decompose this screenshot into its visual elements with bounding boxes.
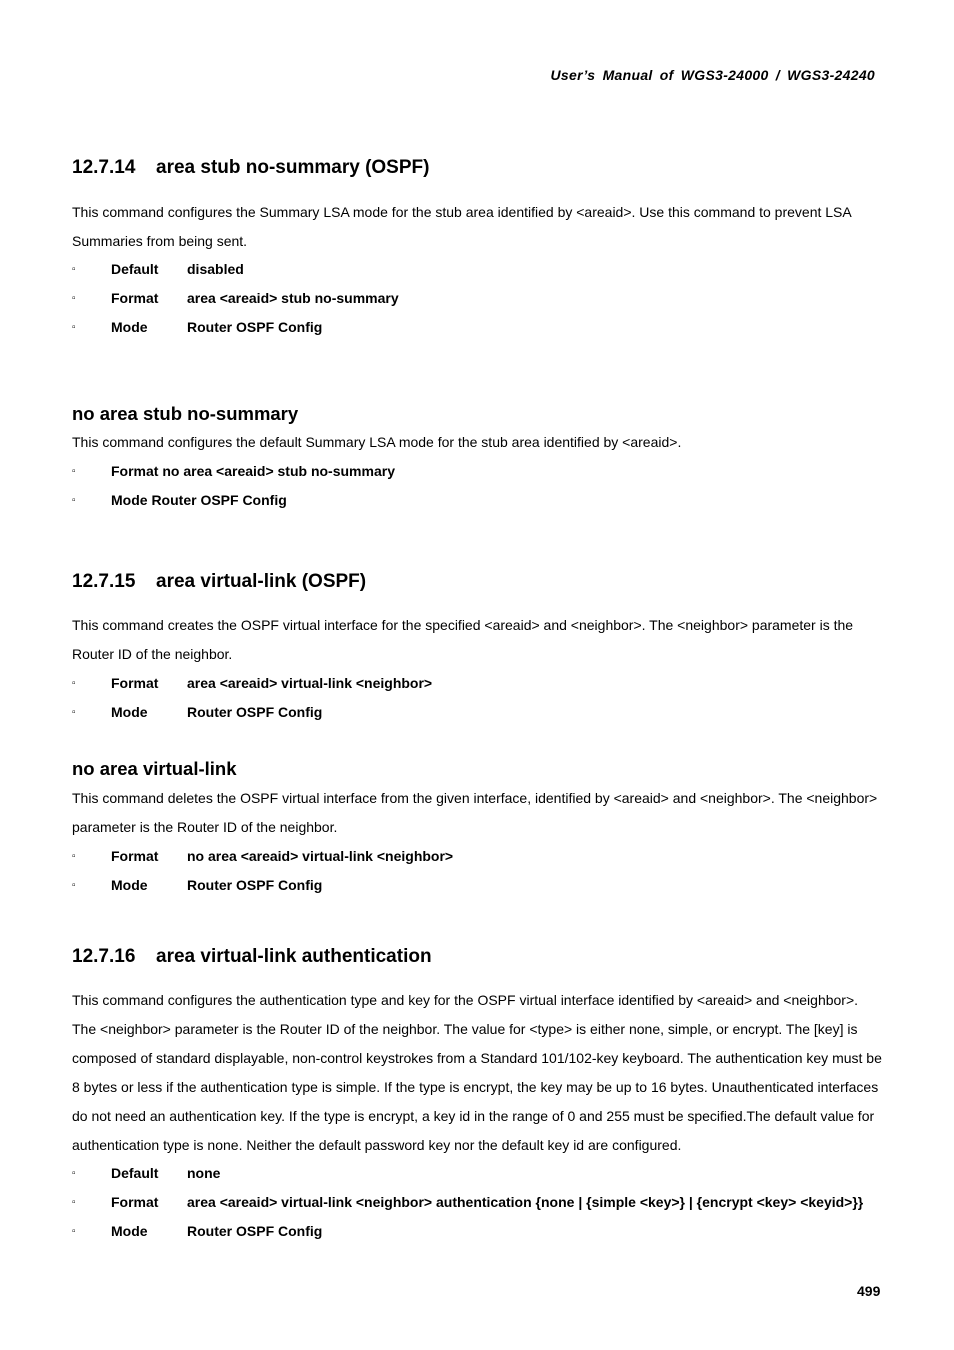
param-value: area <areaid> stub no-summary <box>187 290 399 306</box>
parameter-list <box>72 1159 902 1246</box>
parameter-list <box>72 255 902 342</box>
param-text: Mode Router OSPF Config <box>111 492 287 508</box>
param-label: Mode <box>111 1223 148 1239</box>
param-value: Router OSPF Config <box>187 877 323 893</box>
list-item <box>72 255 902 284</box>
section-description: This command creates the OSPF virtual interface for the specified <areaid> and <neighbor>. The <neighbor> parameter is the Router ID of the neighbor. <box>72 617 854 662</box>
list-item <box>72 1217 902 1246</box>
section-description: This command configures the Summary LSA mode for the stub area identified by <areaid>. Use this command to prevent LSA Summaries from being sent. <box>72 204 851 249</box>
param-label: Default <box>111 261 159 277</box>
section-heading-12-7-14 <box>72 157 429 179</box>
list-item <box>72 669 902 698</box>
bullet-icon: ▫ <box>72 293 76 304</box>
running-header: User’s Manual of WGS3-24000 / WGS3-24240 <box>550 67 875 83</box>
section-number: 12.7.14 <box>72 157 136 178</box>
list-item <box>72 486 902 515</box>
param-value: Router OSPF Config <box>187 704 323 720</box>
param-value: area <areaid> virtual-link <neighbor> <box>187 675 433 691</box>
section-title: area virtual-link authentication <box>156 946 432 967</box>
param-label: Mode <box>111 877 148 893</box>
param-value: Router OSPF Config <box>187 319 323 335</box>
list-item <box>72 842 902 871</box>
section-title: area virtual-link (OSPF) <box>156 571 367 592</box>
list-item <box>72 698 902 727</box>
param-label: Mode <box>111 704 148 720</box>
subheading-no-area-virtual-link: no area virtual-link <box>72 758 237 779</box>
section-number: 12.7.16 <box>72 946 136 967</box>
list-item <box>72 457 902 486</box>
param-value: no area <areaid> virtual-link <neighbor> <box>187 848 454 864</box>
section-number: 12.7.15 <box>72 571 136 592</box>
subsection-description: This command configures the default Summary LSA mode for the stub area identified by <areaid>. <box>72 434 682 450</box>
param-text: Format no area <areaid> stub no-summary <box>111 463 395 479</box>
param-value: Router OSPF Config <box>187 1223 323 1239</box>
parameter-list <box>72 457 902 515</box>
param-value: area <areaid> virtual-link <neighbor> authentication {none | {simple <key>} | {encrypt <key> <keyid>}} <box>187 1194 864 1210</box>
bullet-icon: ▫ <box>72 1168 76 1179</box>
param-label: Mode <box>111 319 148 335</box>
param-label: Format <box>111 290 159 306</box>
list-item <box>72 313 902 342</box>
list-item <box>72 1188 902 1217</box>
param-value: none <box>187 1165 221 1181</box>
bullet-icon: ▫ <box>72 707 76 718</box>
bullet-icon: ▫ <box>72 264 76 275</box>
subheading-no-area-stub-no-summary: no area stub no-summary <box>72 403 299 424</box>
subsection-description: This command deletes the OSPF virtual interface from the given interface, identified by <areaid> and <neighbor>. The <neighbor> parameter is the Router ID of the neighbor. <box>72 790 878 835</box>
bullet-icon: ▫ <box>72 880 76 891</box>
param-value: disabled <box>187 261 244 277</box>
bullet-icon: ▫ <box>72 678 76 689</box>
param-label: Format <box>111 675 159 691</box>
bullet-icon: ▫ <box>72 851 76 862</box>
list-item <box>72 284 902 313</box>
list-item <box>72 1159 902 1188</box>
section-heading-12-7-15 <box>72 571 366 593</box>
parameter-list <box>72 842 902 900</box>
param-label: Format <box>111 848 159 864</box>
bullet-icon: ▫ <box>72 322 76 333</box>
parameter-list <box>72 669 902 727</box>
section-heading-12-7-16 <box>72 946 432 968</box>
bullet-icon: ▫ <box>72 466 76 477</box>
bullet-icon: ▫ <box>72 1197 76 1208</box>
param-label: Default <box>111 1165 159 1181</box>
bullet-icon: ▫ <box>72 495 76 506</box>
page-number: 499 <box>857 1283 881 1299</box>
bullet-icon: ▫ <box>72 1226 76 1237</box>
section-description: This command configures the authentication type and key for the OSPF virtual interface identified by <areaid> and <neighbor>. The <neighbor> parameter is the Router ID of the neighbor. The value for <type> is either none, simple, or encrypt. The [key] is composed of standard displayable, non-control keystrokes from a Standard 101/102-key keyboard. The authentication key must be 8 bytes or less if the authentication type is simple. If the type is encrypt, the key may be up to 16 bytes. Unauthenticated interfaces do not need an authentication key. If the type is encrypt, a key id in the range of 0 and 255 must be specified.The default value for authentication type is none. Neither the default password key nor the default key id are configured. <box>72 992 882 1153</box>
param-label: Format <box>111 1194 159 1210</box>
list-item <box>72 871 902 900</box>
section-title: area stub no-summary (OSPF) <box>156 157 430 178</box>
